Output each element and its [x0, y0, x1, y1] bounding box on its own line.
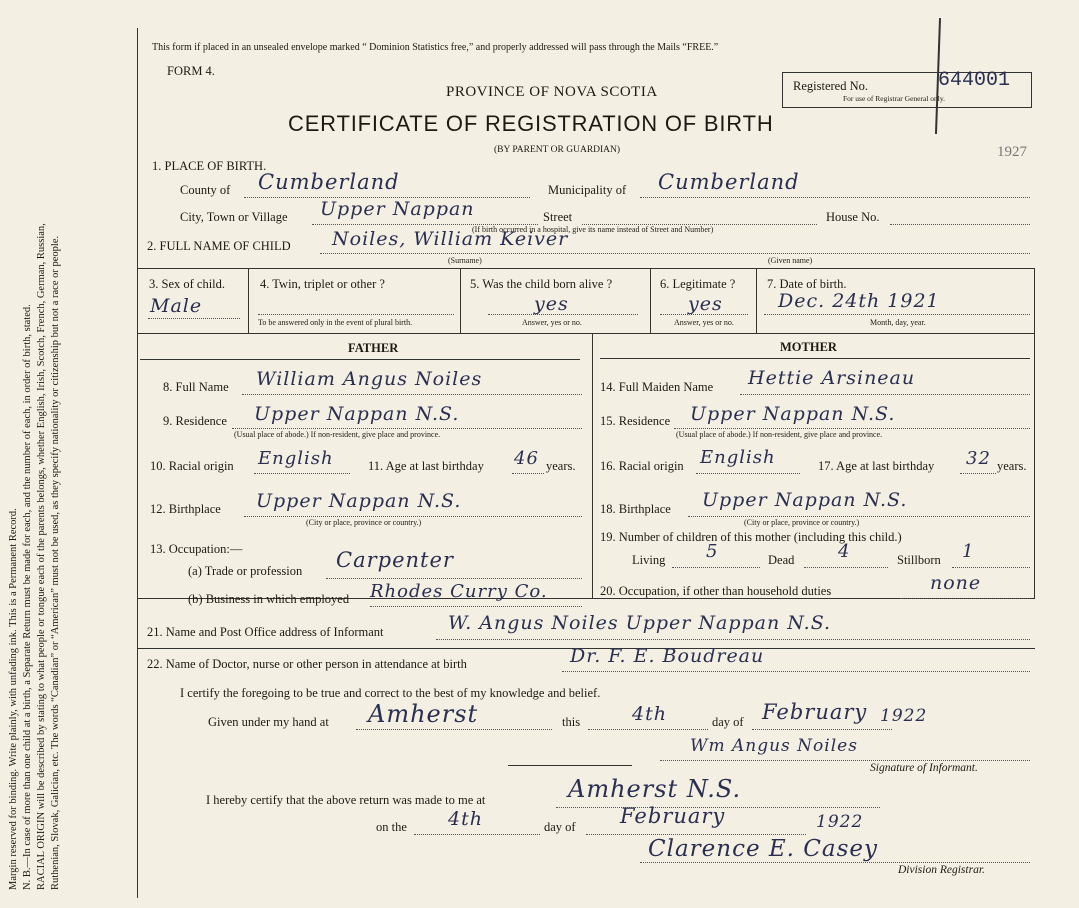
child-name-label: 2. FULL NAME OF CHILD	[147, 239, 291, 253]
surname-note: (Surname)	[448, 256, 482, 265]
alive-value: yes	[534, 293, 569, 315]
street-label: Street	[543, 210, 573, 224]
given-under-label: Given under my hand at	[208, 715, 329, 729]
reg-day-value: 4th	[448, 808, 483, 830]
margin-note-1: Margin reserved for binding. Write plainly, with unfading ink. This is a Permanent Record.	[8, 508, 19, 890]
father-age-label: 11. Age at last birthday	[368, 459, 484, 473]
margin-note-2: N. B.—In case of more than one child at a birth, a Separate Return must be made for each, and the number of each, in order of birth, stated.	[22, 304, 33, 890]
business-value: Rhodes Curry Co.	[370, 581, 548, 602]
mother-race-label: 16. Racial origin	[600, 459, 684, 473]
legitimate-note: Answer, yes or no.	[674, 318, 734, 327]
house-label: House No.	[826, 210, 880, 224]
living-label: Living	[632, 553, 666, 567]
top-note: This form if placed in an unsealed envelope marked “ Dominion Statistics free,” and properly addressed will pass through the Mails “FREE.”	[152, 42, 719, 53]
mother-residence-label: 15. Residence	[600, 414, 671, 428]
certify-line: I certify the foregoing to be true and correct to the best of my knowledge and belief.	[180, 686, 601, 700]
municipality-label: Municipality of	[548, 183, 627, 197]
father-heading: FATHER	[348, 341, 399, 355]
margin-note-4: Ruthenian, Slovak, Galician, etc. The words “Canadian” or “American” must not be used, as they specify nationality or citizenship but not a race or people.	[50, 235, 61, 890]
trade-value: Carpenter	[336, 548, 454, 572]
mother-heading: MOTHER	[780, 340, 837, 354]
form-number: FORM 4.	[167, 64, 215, 78]
margin-note-3: RACIAL ORIGIN will be described by stating to what people or tongue each of the parents belongs, whether English, Irish, Scotch, French, German, Russian,	[36, 223, 47, 890]
mother-name-value: Hettie Arsineau	[748, 367, 916, 389]
mother-name-label: 14. Full Maiden Name	[600, 380, 714, 394]
mother-birthplace-note: (City or place, province or country.)	[744, 518, 860, 527]
attendant-value: Dr. F. E. Boudreau	[570, 645, 765, 667]
mother-occupation-label: 20. Occupation, if other than household duties	[600, 584, 832, 598]
form-left-border	[137, 28, 138, 898]
trade-label: (a) Trade or profession	[188, 564, 303, 578]
father-residence-value: Upper Nappan N.S.	[254, 403, 460, 425]
mother-age-label: 17. Age at last birthday	[818, 459, 935, 473]
cert-year-value: 1922	[880, 706, 928, 726]
sex-label: 3. Sex of child.	[149, 277, 226, 291]
registrar-note: For use of Registrar General only.	[843, 94, 945, 103]
reg-year-value: 1922	[816, 812, 864, 832]
attendant-label: 22. Name of Doctor, nurse or other person in attendance at birth	[147, 657, 467, 671]
alive-label: 5. Was the child born alive ?	[470, 277, 613, 291]
mother-race-value: English	[700, 447, 776, 468]
father-race-value: English	[258, 448, 334, 469]
father-residence-label: 9. Residence	[163, 414, 227, 428]
corner-mark: 1927	[997, 144, 1027, 160]
informant-value: W. Angus Noiles Upper Nappan N.S.	[448, 612, 832, 634]
informant-signature: Wm Angus Noiles	[690, 736, 858, 756]
registrar-signature-label: Division Registrar.	[898, 864, 985, 876]
informant-label: 21. Name and Post Office address of Informant	[147, 625, 384, 639]
registered-label: Registered No.	[793, 79, 868, 93]
father-name-label: 8. Full Name	[163, 380, 229, 394]
mother-birthplace-value: Upper Nappan N.S.	[702, 489, 908, 511]
place-of-birth-heading: 1. PLACE OF BIRTH.	[152, 159, 267, 173]
reg-day-of: day of	[544, 820, 576, 834]
registered-number: 644001	[938, 69, 1011, 92]
mother-birthplace-label: 18. Birthplace	[600, 502, 671, 516]
hospital-note: (If birth occurred in a hospital, give its name instead of Street and Number)	[472, 225, 714, 234]
father-race-label: 10. Racial origin	[150, 459, 234, 473]
given-note: (Given name)	[768, 256, 813, 265]
registrar-line: I hereby certify that the above return was made to me at	[206, 793, 486, 807]
county-label: County of	[180, 183, 231, 197]
birth-date-label: 7. Date of birth.	[767, 277, 847, 291]
father-birthplace-note: (City or place, province or country.)	[306, 518, 422, 527]
cert-day-value: 4th	[632, 703, 667, 725]
dead-value: 4	[838, 541, 851, 562]
father-birthplace-value: Upper Nappan N.S.	[256, 490, 462, 512]
sex-value: Male	[150, 295, 203, 317]
reg-on-the: on the	[376, 820, 407, 834]
stillborn-value: 1	[962, 541, 975, 562]
legitimate-value: yes	[688, 293, 723, 315]
alive-note: Answer, yes or no.	[522, 318, 582, 327]
occupation-label: 13. Occupation:—	[150, 542, 243, 556]
municipality-value: Cumberland	[658, 170, 800, 194]
child-name-value: Noiles, William Keiver	[332, 228, 569, 250]
mother-age-value: 32	[966, 448, 991, 469]
given-place-value: Amherst	[368, 700, 479, 728]
cert-month-value: February	[762, 700, 868, 724]
father-age-value: 46	[514, 448, 539, 469]
mother-occupation-value: none	[930, 572, 982, 594]
city-value: Upper Nappan	[320, 198, 475, 220]
province: PROVINCE OF NOVA SCOTIA	[446, 84, 658, 100]
father-birthplace-label: 12. Birthplace	[150, 502, 221, 516]
mother-residence-note: (Usual place of abode.) If non-resident, give place and province.	[676, 430, 883, 439]
dead-label: Dead	[768, 553, 795, 567]
birth-date-note: Month, day, year.	[870, 318, 926, 327]
subtitle: (BY PARENT OR GUARDIAN)	[494, 145, 621, 155]
twin-label: 4. Twin, triplet or other ?	[260, 277, 385, 291]
registrar-signature: Clarence E. Casey	[648, 836, 879, 862]
father-name-value: William Angus Noiles	[256, 368, 483, 390]
page-title: CERTIFICATE OF REGISTRATION OF BIRTH	[288, 111, 774, 136]
reg-month-value: February	[620, 804, 726, 828]
informant-signature-label: Signature of Informant.	[870, 762, 978, 774]
legitimate-label: 6. Legitimate ?	[660, 277, 736, 291]
children-label: 19. Number of children of this mother (including this child.)	[600, 530, 902, 544]
registrar-place-value: Amherst N.S.	[568, 775, 742, 803]
cert-day-of: day of	[712, 715, 744, 729]
cert-this: this	[562, 715, 581, 729]
county-value: Cumberland	[258, 170, 400, 194]
stillborn-label: Stillborn	[897, 553, 941, 567]
margin-notes	[8, 30, 118, 890]
mother-age-years: years.	[997, 459, 1027, 473]
living-value: 5	[706, 541, 719, 562]
father-age-years: years.	[546, 459, 576, 473]
father-residence-note: (Usual place of abode.) If non-resident, give place and province.	[234, 430, 441, 439]
business-label: (b) Business in which employed	[188, 592, 350, 606]
mother-residence-value: Upper Nappan N.S.	[690, 403, 896, 425]
birth-date-value: Dec. 24th 1921	[778, 290, 940, 312]
twin-note: To be answered only in the event of plural birth.	[258, 318, 413, 327]
city-label: City, Town or Village	[180, 210, 288, 224]
registered-box	[782, 69, 1032, 108]
